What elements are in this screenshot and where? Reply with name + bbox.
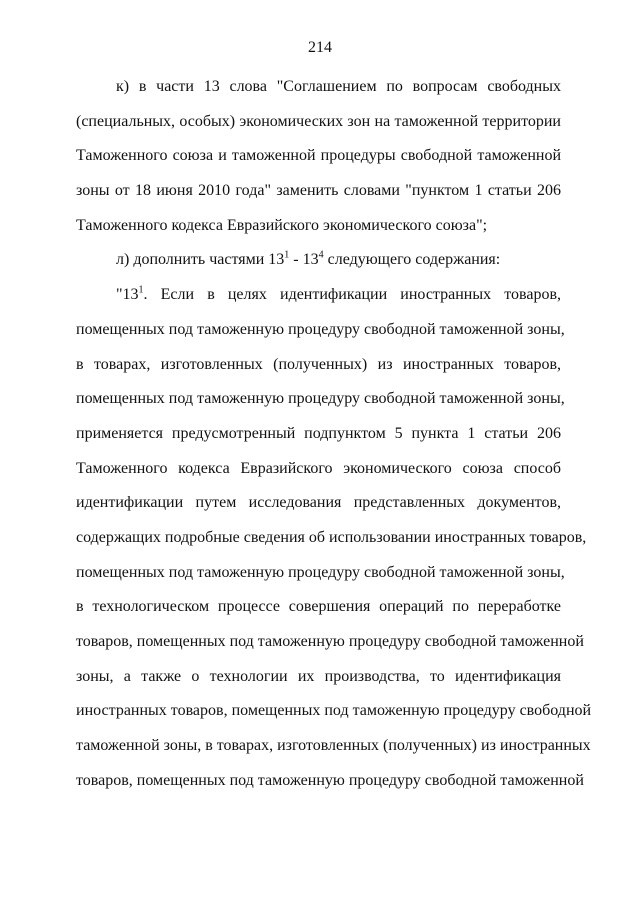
text-line: помещенных под таможенную процедуру свободной таможенной зоны,	[76, 563, 565, 581]
text-line: зоны от 18 июня 2010 года" заменить словами "пунктом 1 статьи 206	[76, 182, 561, 200]
text-line: Таможенного союза и таможенной процедуры свободной таможенной	[76, 147, 561, 165]
text-line: применяется предусмотренный подпунктом 5 пункта 1 статьи 206	[76, 424, 561, 442]
text-line: помещенных под таможенную процедуру свободной таможенной зоны,	[76, 390, 565, 408]
body-text	[76, 72, 592, 800]
text-line: товаров, помещенных под таможенную процедуру свободной таможенной	[76, 633, 584, 650]
text-line: к) в части 13 слова "Соглашением по вопросам свободных	[116, 78, 561, 95]
text-line: (специальных, особых) экономических зон на таможенной территории	[76, 112, 561, 130]
text-line: помещенных под таможенную процедуру свободной таможенной зоны,	[76, 320, 565, 338]
text-line: Таможенного кодекса Евразийского экономического союза";	[76, 216, 488, 234]
text-line: содержащих подробные сведения об использовании иностранных товаров,	[76, 528, 587, 546]
text-line: товаров, помещенных под таможенную процедуру свободной таможенной	[76, 771, 584, 789]
text-line: таможенной зоны, в товарах, изготовленных (полученных) из иностранных	[76, 737, 591, 755]
text-line-part-13-1: "$13^1$. Если в целях идентификации иностранных товаров,	[116, 284, 561, 304]
text-line-amendment-l: л) дополнить частями $13^1 - 13^4$ следующего содержания:	[116, 250, 501, 269]
text-line: зоны, а также о технологии их производства, то идентификация	[76, 667, 561, 685]
page-number: 214	[308, 39, 332, 56]
text-line: иностранных товаров, помещенных под таможенную процедуру свободной	[76, 702, 592, 720]
text-line: в технологическом процессе совершения операций по переработке	[76, 598, 561, 616]
text-line: идентификации путем исследования представленных документов,	[76, 494, 561, 512]
text-line: Таможенного кодекса Евразийского экономического союза способ	[76, 459, 561, 477]
text-line: в товарах, изготовленных (полученных) из иностранных товаров,	[76, 355, 561, 373]
